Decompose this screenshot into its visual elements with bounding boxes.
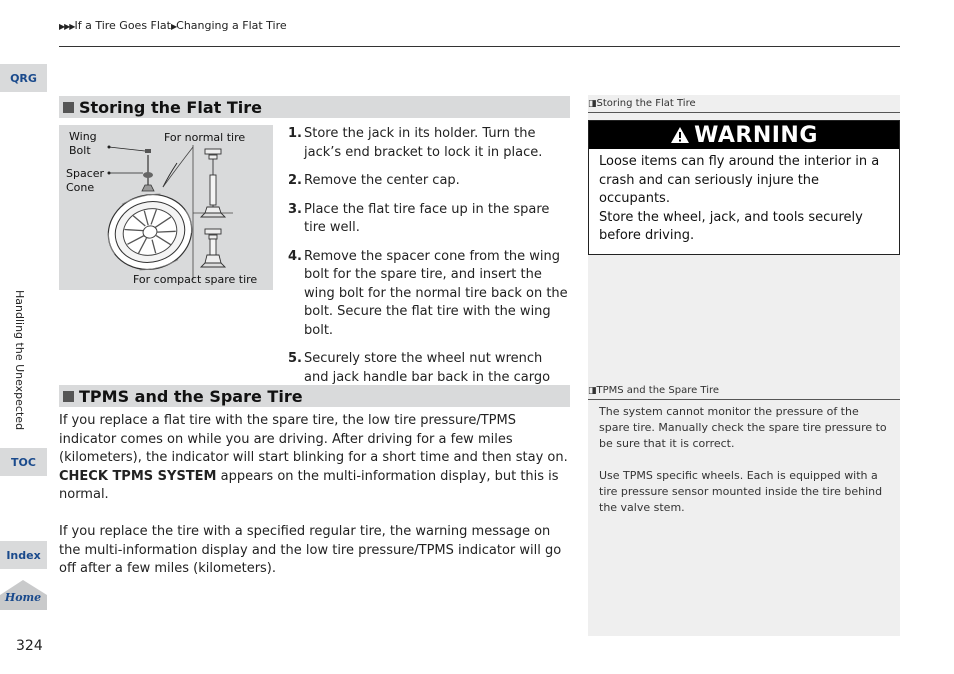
- home-icon: [0, 580, 47, 610]
- step-number: 4.: [288, 248, 302, 264]
- warning-box: [588, 120, 900, 255]
- page-number: 324: [16, 638, 43, 654]
- warning-line-1: Loose items can fly around the interior in a crash and can seriously injure the occupants.: [599, 154, 880, 206]
- step-number: 5.: [288, 351, 302, 366]
- step-item: [288, 201, 570, 238]
- warning-triangle-icon: [670, 126, 690, 144]
- breadcrumb-item-changing[interactable]: Changing a Flat Tire: [176, 19, 287, 32]
- section-square-icon: [63, 102, 74, 113]
- warning-line-2: Store the wheel, jack, and tools securely before driving.: [599, 209, 863, 243]
- tpms-p1-text-end: appears on the multi-information display, but this is normal.: [59, 468, 559, 502]
- tpms-paragraph-2: If you replace the tire with a specified regular tire, the warning message on the multi-information display and the low tire pressure/TPMS indicator will go off after a few miles (kilometers).: [59, 524, 562, 576]
- step-text: Place the flat tire face up in the spare tire well.: [304, 201, 550, 235]
- home-tab[interactable]: [0, 580, 47, 610]
- normal-tire-label: For normal tire: [164, 131, 246, 144]
- chapter-label: Handling the Unexpected: [13, 290, 26, 431]
- warning-title: WARNING: [694, 122, 818, 148]
- step-item: [288, 248, 570, 341]
- spacer-cone-label: Spacer Cone: [66, 167, 105, 194]
- tpms-body-text: [59, 412, 571, 597]
- section-header-tpms: [59, 385, 570, 407]
- tpms-paragraph-1: [59, 412, 571, 505]
- index-tab[interactable]: Index: [0, 541, 47, 569]
- qrg-tab[interactable]: QRG: [0, 64, 47, 92]
- step-item: [288, 172, 570, 191]
- step-number: 1.: [288, 126, 302, 141]
- step-text: Remove the spacer cone from the wing bolt for the spare tire, and insert the wing bolt for the normal tire back on the bolt. Secure the flat tire with the wing bolt.: [304, 248, 568, 338]
- section-square-icon: [63, 391, 74, 402]
- toc-tab[interactable]: TOC: [0, 448, 47, 476]
- reference-arrow-icon: ◨: [588, 99, 597, 109]
- section-header-storing: [59, 96, 570, 118]
- storing-steps-list: [288, 125, 570, 416]
- tpms-side-note: [599, 404, 891, 532]
- header-divider: [59, 46, 900, 47]
- step-text: Store the jack in its holder. Turn the jack’s end bracket to lock it in place.: [304, 126, 543, 160]
- breadcrumb-item-flat-tire[interactable]: If a Tire Goes Flat: [74, 19, 171, 32]
- side-ref-tpms-label: TPMS and the Spare Tire: [596, 385, 720, 396]
- spare-tire-illustration: [59, 125, 273, 290]
- tpms-p1-text: If you replace a flat tire with the spare tire, the low tire pressure/TPMS indicator comes on while you are driving. After driving for a few miles (kilometers), the indicator will start blinking for a short time and then stay on.: [59, 413, 568, 465]
- breadcrumb-arrows-icon: ▶▶▶: [59, 22, 75, 31]
- reference-arrow-icon: ◨: [588, 386, 597, 396]
- side-ref-storing[interactable]: [588, 98, 900, 113]
- tpms-note-2: Use TPMS specific wheels. Each is equipped with a tire pressure sensor mounted inside the tire behind the valve stem.: [599, 469, 883, 514]
- section-title-tpms: TPMS and the Spare Tire: [79, 386, 303, 406]
- check-tpms-system-message: CHECK TPMS SYSTEM: [59, 468, 217, 484]
- warning-text: [589, 149, 899, 250]
- home-tab-label: Home: [4, 591, 42, 604]
- section-title-storing: Storing the Flat Tire: [79, 97, 262, 117]
- step-number: 3.: [288, 201, 302, 217]
- breadcrumb-separator-icon: ▶: [171, 22, 177, 31]
- tpms-note-1: The system cannot monitor the pressure of the spare tire. Manually check the spare tire pressure to be sure that it is correct.: [599, 405, 887, 450]
- breadcrumb: [59, 19, 287, 32]
- side-ref-storing-label: Storing the Flat Tire: [596, 98, 696, 109]
- step-number: 2.: [288, 173, 302, 188]
- side-ref-tpms[interactable]: [588, 385, 900, 400]
- warning-header: [589, 121, 899, 149]
- wing-bolt-label: Wing Bolt: [69, 130, 97, 157]
- step-text: Remove the center cap.: [304, 173, 460, 188]
- step-text: Securely store the wheel nut wrench and jack handle bar back in the cargo: [304, 351, 551, 385]
- compact-tire-label: For compact spare tire: [133, 273, 258, 286]
- step-item: [288, 125, 570, 162]
